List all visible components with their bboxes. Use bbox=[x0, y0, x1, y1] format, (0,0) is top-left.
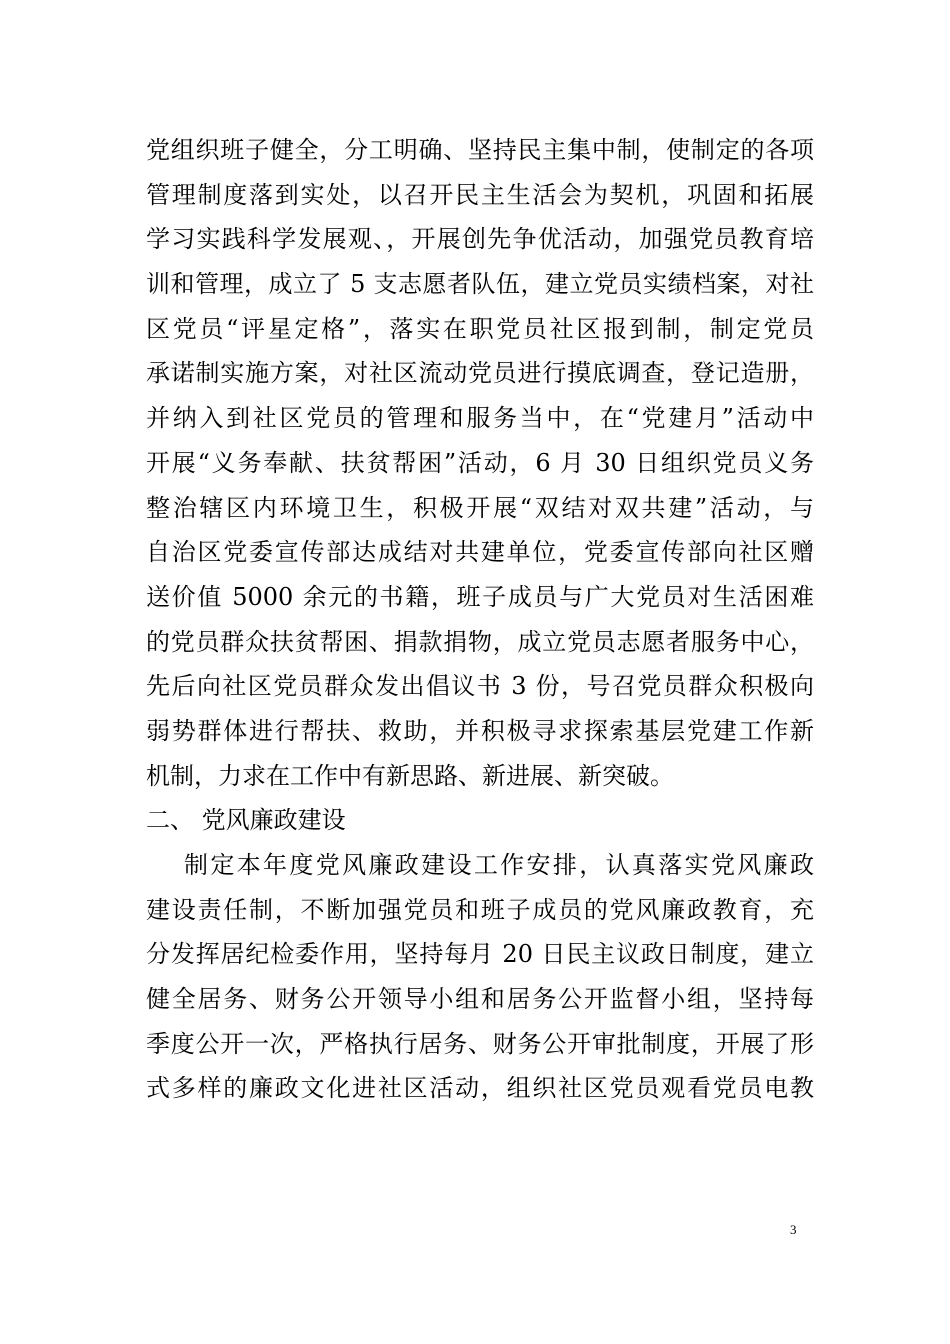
text-line: 学习实践科学发展观、，开展创先争优活动，加强党员教育培 bbox=[146, 225, 814, 254]
document-body bbox=[146, 128, 814, 1111]
text-line: 弱势群体进行帮扶、救助，并积极寻求探索基层党建工作新 bbox=[146, 716, 814, 745]
text-line: 区党员“评星定格”，落实在职党员社区报到制，制定党员 bbox=[146, 314, 814, 343]
text-line: 分发挥居纪检委作用，坚持每月 20 日民主议政日制度，建立 bbox=[146, 940, 814, 969]
page-number: 3 bbox=[790, 1222, 797, 1237]
text-line: 开展“义务奉献、扶贫帮困”活动，6 月 30 日组织党员义务 bbox=[146, 448, 814, 477]
text-line: 整治辖区内环境卫生，积极开展“双结对双共建”活动，与 bbox=[146, 493, 814, 522]
text-line: 管理制度落到实处，以召开民主生活会为契机，巩固和拓展 bbox=[146, 180, 814, 209]
text-line: 健全居务、财务公开领导小组和居务公开监督小组，坚持每 bbox=[146, 985, 814, 1014]
text-line: 送价值 5000 余元的书籍，班子成员与广大党员对生活困难 bbox=[146, 582, 814, 611]
text-line: 机制，力求在工作中有新思路、新进展、新突破。 bbox=[146, 761, 674, 790]
section-heading: 二、 党风廉政建设 bbox=[146, 806, 346, 835]
text-line: 训和管理，成立了 5 支志愿者队伍，建立党员实绩档案，对社 bbox=[146, 270, 814, 299]
text-line: 制定本年度党风廉政建设工作安排，认真落实党风廉政 bbox=[184, 851, 814, 879]
text-line: 并纳入到社区党员的管理和服务当中，在“党建月”活动中 bbox=[146, 404, 814, 433]
text-line: 自治区党委宣传部达成结对共建单位，党委宣传部向社区赠 bbox=[146, 538, 814, 567]
text-line: 党组织班子健全，分工明确、坚持民主集中制，使制定的各项 bbox=[146, 136, 814, 164]
text-line: 承诺制实施方案，对社区流动党员进行摸底调查，登记造册， bbox=[146, 359, 814, 388]
text-line: 建设责任制，不断加强党员和班子成员的党风廉政教育，充 bbox=[146, 895, 814, 924]
text-line: 的党员群众扶贫帮困、捐款捐物，成立党员志愿者服务中心， bbox=[146, 627, 814, 656]
text-line: 季度公开一次，严格执行居务、财务公开审批制度，开展了形 bbox=[146, 1029, 814, 1058]
text-line: 式多样的廉政文化进社区活动，组织社区党员观看党员电教 bbox=[146, 1074, 814, 1103]
text-line: 先后向社区党员群众发出倡议书 3 份，号召党员群众积极向 bbox=[146, 672, 814, 701]
